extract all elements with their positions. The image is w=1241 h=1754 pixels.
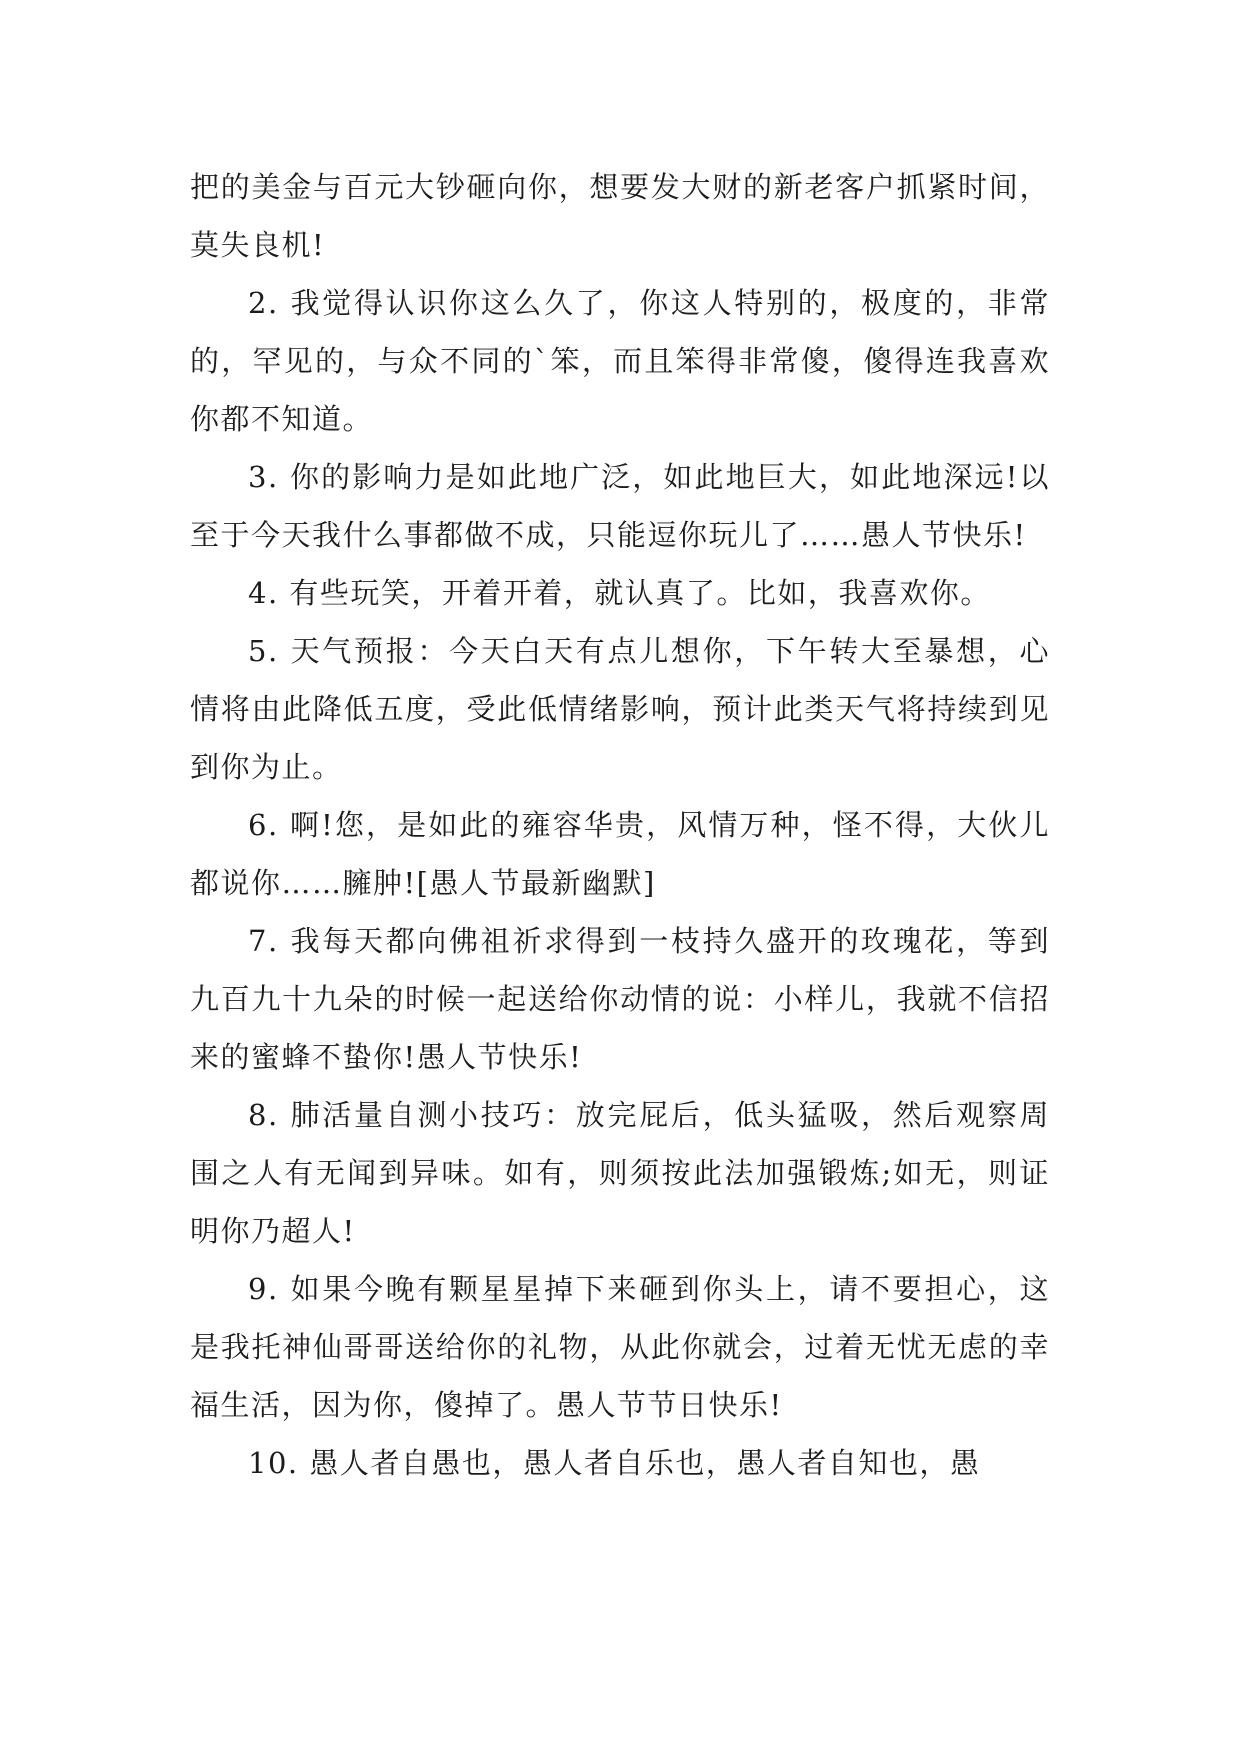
paragraph-item-4: 4. 有些玩笑，开着开着，就认真了。比如，我喜欢你。: [248, 576, 991, 610]
paragraph-continuation: 把的美金与百元大钞砸向你，想要发大财的新老客户抓紧时间，莫失良机!: [190, 170, 1050, 262]
paragraph-item-8: 8. 肺活量自测小技巧：放完屁后，低头猛吸，然后观察周围之人有无闻到异味。如有，则须按此法加强锻炼;如无，则证明你乃超人!: [190, 1098, 1050, 1248]
paragraph-item-7: 7. 我每天都向佛祖祈求得到一枝持久盛开的玫瑰花，等到九百九十九朵的时候一起送给你动情的说：小样儿，我就不信招来的蜜蜂不蛰你!愚人节快乐!: [190, 924, 1050, 1074]
document-body: [190, 158, 1050, 1492]
paragraph-item-5: 5. 天气预报：今天白天有点儿想你，下午转大至暴想，心情将由此降低五度，受此低情绪影响，预计此类天气将持续到见到你为止。: [190, 634, 1050, 784]
paragraph-item-9: 9. 如果今晚有颗星星掉下来砸到你头上，请不要担心，这是我托神仙哥哥送给你的礼物，从此你就会，过着无忧无虑的幸福生活，因为你，傻掉了。愚人节节日快乐!: [190, 1272, 1050, 1422]
paragraph-item-10: 10. 愚人者自愚也，愚人者自乐也，愚人者自知也，愚: [248, 1446, 981, 1480]
paragraph-item-2: 2. 我觉得认识你这么久了，你这人特别的，极度的，非常的，罕见的，与众不同的`笨，而且笨得非常傻，傻得连我喜欢你都不知道。: [190, 286, 1050, 436]
paragraph-item-6: 6. 啊!您，是如此的雍容华贵，风情万种，怪不得，大伙儿都说你……臃肿![愚人节最新幽默]: [190, 808, 1050, 900]
paragraph-item-3: 3. 你的影响力是如此地广泛，如此地巨大，如此地深远!以至于今天我什么事都做不成，只能逗你玩儿了……愚人节快乐!: [190, 460, 1050, 552]
